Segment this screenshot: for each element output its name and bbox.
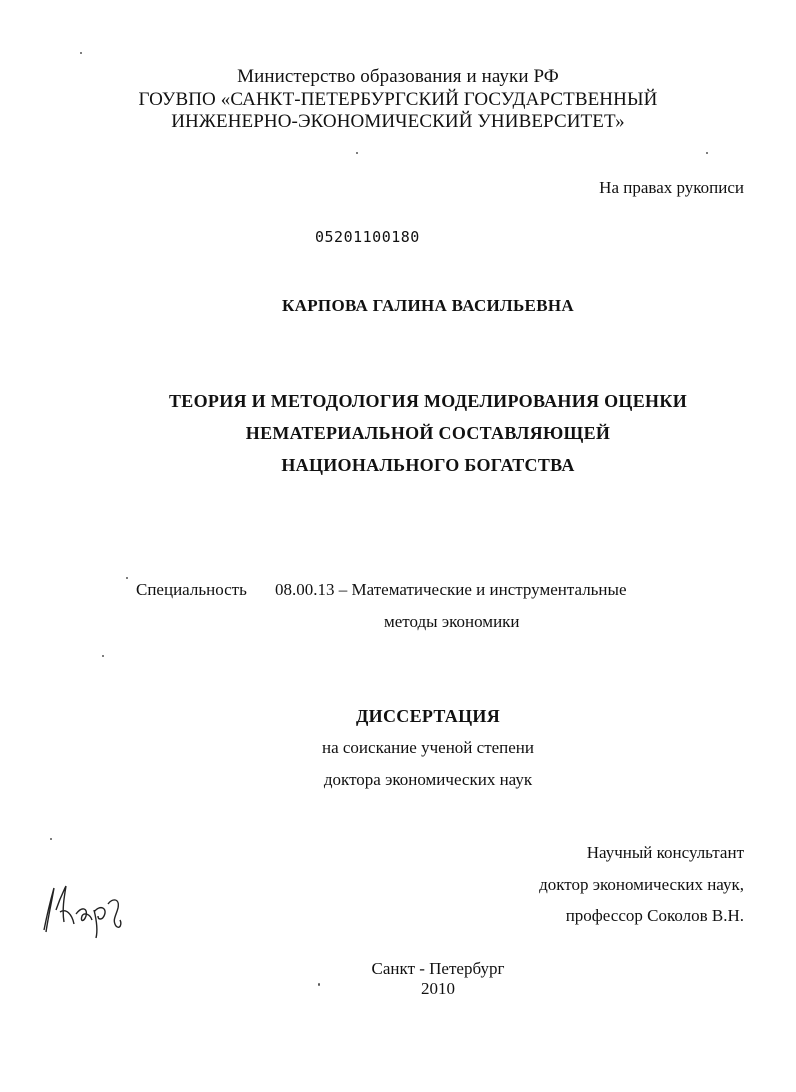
degree-name: доктора экономических наук	[323, 770, 533, 789]
institution-name-line1: ГОУВПО «САНКТ-ПЕТЕРБУРГСКИЙ ГОСУДАРСТВЕННЫЙ	[138, 89, 658, 110]
scan-speck	[126, 577, 128, 579]
scan-speck	[102, 655, 104, 657]
degree-purpose: на соискание ученой степени	[321, 738, 535, 757]
document-type: ДИССЕРТАЦИЯ	[355, 706, 500, 726]
specialty-name-continued: методы экономики	[384, 612, 520, 631]
handwritten-signature	[36, 880, 136, 940]
specialty-label: Специальность	[136, 580, 247, 599]
consultant-degree: доктор экономических наук,	[539, 875, 744, 894]
scan-speck	[80, 52, 82, 54]
consultant-role: Научный консультант	[586, 843, 744, 862]
title-line2: НЕМАТЕРИАЛЬНОЙ СОСТАВЛЯЮЩЕЙ	[245, 423, 611, 443]
specialty-code-and-name: 08.00.13 – Математические и инструментальные	[275, 580, 627, 599]
year: 2010	[421, 979, 455, 998]
title-line3: НАЦИОНАЛЬНОГО БОГАТСТВА	[281, 455, 575, 475]
title-line1: ТЕОРИЯ И МЕТОДОЛОГИЯ МОДЕЛИРОВАНИЯ ОЦЕНКИ	[168, 391, 687, 411]
ministry-name: Министерство образования и науки РФ	[237, 66, 559, 87]
consultant-name: профессор Соколов В.Н.	[565, 906, 744, 925]
institution-name-line2: ИНЖЕНЕРНО-ЭКОНОМИЧЕСКИЙ УНИВЕРСИТЕТ»	[171, 111, 625, 132]
scan-speck	[356, 152, 358, 154]
scan-speck	[318, 983, 320, 986]
author-name: КАРПОВА ГАЛИНА ВАСИЛЬЕВНА	[282, 296, 574, 315]
manuscript-note: На правах рукописи	[599, 178, 744, 197]
catalog-code: 05201100180	[315, 228, 420, 246]
scan-speck	[706, 152, 708, 154]
scan-speck	[50, 838, 52, 840]
city: Санкт - Петербург	[371, 959, 505, 978]
